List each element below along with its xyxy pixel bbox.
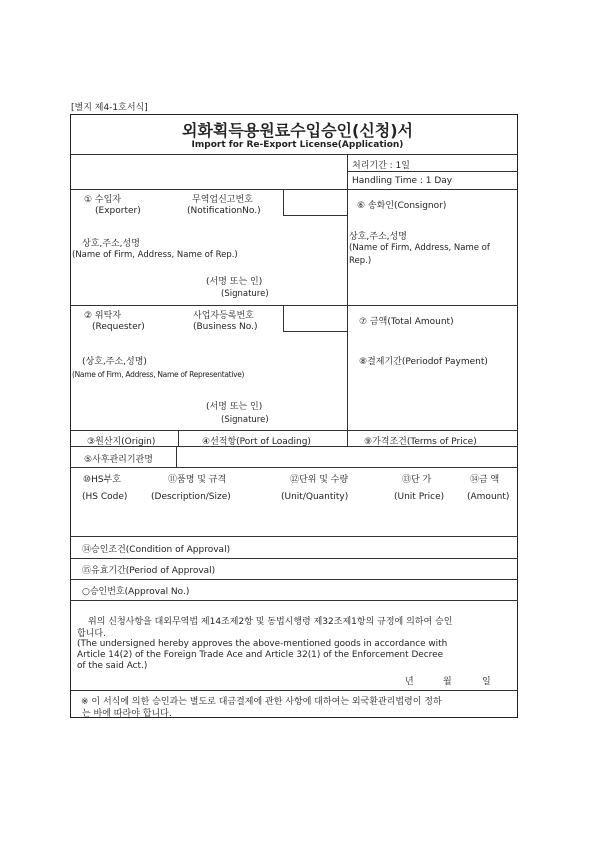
approval-condition-label: ⑭승인조건(Condition of Approval) (82, 545, 231, 555)
port-of-loading-label: ④선적항(Port of Loading) (202, 437, 311, 447)
divider (283, 215, 347, 216)
divider (70, 558, 518, 559)
divider (70, 600, 518, 601)
statement-kr-2: 합니다. (77, 629, 106, 639)
trade-report-label-en: (NotificationNo.) (187, 206, 261, 216)
consignor-name-en-2: Rep.) (349, 256, 372, 266)
processing-time-kr: 처리기간 : 1일 (352, 161, 410, 171)
divider (70, 467, 518, 468)
amount-label: ⑭금 액 (470, 475, 500, 485)
divider (176, 446, 177, 467)
date-year: 년 (405, 677, 414, 687)
divider (70, 154, 518, 155)
importer-label: ① 수입자 (84, 195, 122, 205)
requester-sign-kr: (서명 또는 인) (206, 402, 263, 412)
divider (347, 154, 348, 430)
importer-label-en: (Exporter) (95, 206, 141, 216)
hs-code-label-en: (HS Code) (82, 492, 128, 502)
divider (283, 189, 284, 215)
divider (70, 430, 518, 431)
unit-price-label: ⑬단 가 (402, 475, 432, 485)
consignor-label: ⑥ 송화인(Consignor) (357, 201, 447, 211)
unit-price-label-en: (Unit Price) (394, 492, 445, 502)
consignor-name-kr: 상호,주소,성명 (349, 232, 407, 242)
form-reference: [별지 제4-1호서식] (71, 103, 148, 113)
description-label-en: (Description/Size) (151, 492, 231, 502)
processing-time-en: Handling Time : 1 Day (352, 176, 453, 186)
statement-en-2: Article 14(2) of the Foreign Trade Ace and Article 32(1) of the Enforcement Decree (77, 650, 444, 660)
total-amount-label: ⑦ 금액(Total Amount) (359, 317, 454, 327)
divider (347, 171, 518, 172)
requester-name-kr: (상호,주소,성명) (82, 357, 147, 367)
footnote-1: ※ 이 서식에 의한 승인과는 별도로 대금결제에 관한 사항에 대하여는 외국환관리법령이 정하 (81, 697, 442, 707)
form-title: 외화획득용원료수입승인(신청)서 (181, 121, 413, 140)
divider (70, 579, 518, 580)
divider (347, 430, 348, 446)
statement-en-1: (The undersigned hereby approves the above-mentioned goods in accordance with (77, 639, 448, 649)
unit-quantity-label-en: (Unit/Quantity) (281, 492, 349, 502)
divider (283, 305, 284, 331)
license-form (70, 114, 518, 718)
form-subtitle: Import for Re-Export License(Application) (191, 140, 404, 150)
date-day: 일 (482, 677, 491, 687)
importer-sign-en: (Signature) (221, 289, 269, 299)
approval-period-label: ⑮유효기간(Period of Approval) (82, 566, 216, 576)
hs-code-label: ⑩HS부호 (83, 475, 121, 485)
requester-label-en: (Requester) (92, 322, 145, 332)
requester-name-en: (Name of Firm, Address, Name of Representative) (72, 370, 245, 379)
divider (70, 305, 518, 306)
importer-sign-kr: (서명 또는 인) (206, 277, 263, 287)
date-month: 월 (443, 677, 452, 687)
statement-kr-1: 위의 신청사항을 대외무역법 제14조제2항 및 동법시행령 제32조제1항의 규정에 의하여 승인 (88, 617, 453, 627)
requester-sign-en: (Signature) (221, 415, 269, 425)
divider (70, 536, 518, 537)
payment-period-label: ⑧결제기간(Periodof Payment) (359, 357, 488, 367)
description-label: ⑪품명 및 규격 (168, 475, 227, 485)
terms-of-price-label: ⑨가격조건(Terms of Price) (364, 437, 477, 447)
statement-en-3: of the said Act.) (77, 661, 148, 671)
importer-name-en: (Name of Firm, Address, Name of Rep.) (72, 250, 238, 260)
importer-name-kr: 상호,주소,성명 (82, 239, 140, 249)
amount-label-en: (Amount) (467, 492, 510, 502)
divider (178, 430, 179, 446)
unit-quantity-label: ⑫단위 및 수량 (290, 475, 349, 485)
business-no-label: 사업자등록번호 (193, 311, 254, 321)
consignor-name-en: (Name of Firm, Address, Name of (349, 243, 490, 253)
divider (70, 189, 518, 190)
post-management-agency-label: ⑤사후관리기관명 (84, 455, 153, 465)
divider (70, 690, 518, 691)
requester-label: ② 위탁자 (84, 311, 122, 321)
trade-report-label: 무역업신고번호 (192, 195, 253, 205)
approval-number-label: ○승인번호(Approval No.) (82, 587, 190, 597)
origin-label: ③원산지(Origin) (87, 437, 156, 447)
business-no-label-en: (Business No.) (193, 322, 258, 332)
divider (283, 331, 347, 332)
footnote-2: 는 바에 따라야 합니다. (82, 709, 172, 719)
